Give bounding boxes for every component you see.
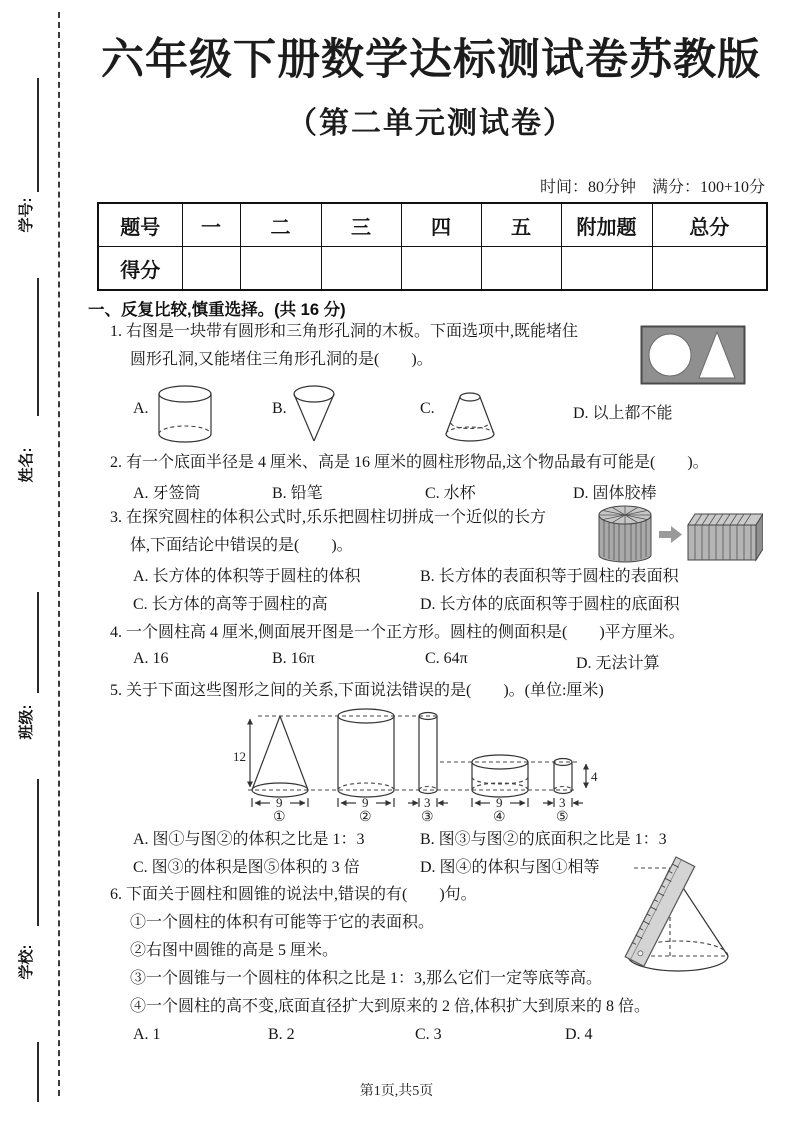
score-table-header: 题号 bbox=[98, 203, 182, 247]
section-1-heading: 一、反复比较,慎重选择。(共 16 分) bbox=[88, 301, 346, 319]
q5-dim-w4: 9 bbox=[496, 795, 503, 810]
q6-statement-1: ①一个圆柱的体积有可能等于它的表面积。 bbox=[130, 914, 435, 931]
q2-option-b: B. 铅笔 bbox=[272, 485, 323, 502]
score-cell bbox=[321, 247, 401, 291]
q5-text: 5. 关于下面这些图形之间的关系,下面说法错误的是( )。(单位:厘米) bbox=[110, 682, 604, 699]
q4-option-a: A. 16 bbox=[133, 650, 169, 667]
q5-dim-w1: 9 bbox=[276, 795, 283, 810]
school-label: 学校: bbox=[18, 944, 35, 980]
q5-dim-w3: 3 bbox=[424, 795, 431, 810]
q2-option-d: D. 固体胶棒 bbox=[573, 485, 657, 502]
score-table-header: 一 bbox=[182, 203, 240, 247]
score-table-score-row bbox=[98, 247, 767, 291]
q6-statement-4: ④一个圆柱的高不变,底面直径扩大到原来的 2 倍,体积扩大到原来的 8 倍。 bbox=[130, 998, 651, 1015]
class-blank-line bbox=[37, 592, 39, 693]
q5-label-2: ② bbox=[359, 810, 372, 822]
school-blank-line bbox=[37, 779, 39, 926]
score-table-header: 四 bbox=[401, 203, 481, 247]
score-table-header: 二 bbox=[240, 203, 321, 247]
q2-option-a: A. 牙签筒 bbox=[133, 485, 201, 502]
cut-dashed-line bbox=[58, 12, 60, 1096]
q6-text: 6. 下面关于圆柱和圆锥的说法中,错误的有( )句。 bbox=[110, 886, 477, 903]
student-id-label: 学号: bbox=[18, 197, 35, 233]
q5-dim-h-small: 4 bbox=[591, 769, 598, 784]
q5-solids-comparison-figure bbox=[228, 702, 628, 822]
ruler bbox=[625, 857, 695, 966]
q5-label-1: ① bbox=[273, 810, 286, 822]
q6-statement-2: ②右图中圆锥的高是 5 厘米。 bbox=[130, 942, 339, 959]
q1-option-a-cylinder-figure bbox=[157, 385, 213, 443]
page-title: 六年级下册数学达标测试卷苏教版 bbox=[101, 37, 761, 84]
q2-text: 2. 有一个底面半径是 4 厘米、高是 16 厘米的圆柱形物品,这个物品最有可能是( )。 bbox=[110, 454, 709, 471]
score-table-header-row bbox=[98, 203, 767, 247]
q2-option-c: C. 水杯 bbox=[425, 485, 476, 502]
time-score-info: 时间：80分钟 满分：100+10分 bbox=[539, 179, 765, 196]
name-blank-line bbox=[37, 278, 39, 416]
q6-cone-ruler-figure bbox=[618, 856, 750, 980]
q6-option-a: A. 1 bbox=[133, 1026, 161, 1043]
score-table-header: 三 bbox=[321, 203, 401, 247]
q4-option-d: D. 无法计算 bbox=[576, 655, 660, 672]
q6-statement-3: ③一个圆锥与一个圆柱的体积之比是 1：3,那么它们一定等底等高。 bbox=[130, 970, 603, 987]
score-cell bbox=[652, 247, 767, 291]
score-cell bbox=[561, 247, 652, 291]
q4-option-c: C. 64π bbox=[425, 650, 468, 667]
q1-option-b-cone-figure bbox=[292, 385, 336, 443]
q3-text-line1: 3. 在探究圆柱的体积公式时,乐乐把圆柱切拼成一个近似的长方 bbox=[110, 509, 547, 526]
score-table-header: 附加题 bbox=[561, 203, 652, 247]
q5-option-a: A. 图①与图②的体积之比是 1：3 bbox=[133, 831, 365, 848]
q1-option-c: C. bbox=[420, 400, 435, 417]
q3-option-b: B. 长方体的表面积等于圆柱的表面积 bbox=[420, 568, 679, 585]
q1-option-a: A. bbox=[133, 400, 149, 417]
arrow-icon bbox=[659, 526, 682, 543]
page-number: 第1页,共5页 bbox=[359, 1084, 434, 1099]
q3-option-a: A. 长方体的体积等于圆柱的体积 bbox=[133, 568, 361, 585]
q5-dim-w5: 3 bbox=[559, 795, 566, 810]
q5-label-4: ④ bbox=[493, 810, 506, 822]
score-cell bbox=[401, 247, 481, 291]
q5-option-b: B. 图③与图②的底面积之比是 1：3 bbox=[420, 831, 667, 848]
q6-option-c: C. 3 bbox=[415, 1026, 442, 1043]
q4-text: 4. 一个圆柱高 4 厘米,侧面展开图是一个正方形。圆柱的侧面积是( )平方厘米。 bbox=[110, 624, 685, 641]
q5-dim-height-cone: 12 bbox=[233, 749, 246, 764]
score-table-header: 五 bbox=[481, 203, 561, 247]
q1-board-figure bbox=[640, 325, 746, 385]
q6-option-d: D. 4 bbox=[565, 1026, 593, 1043]
score-cell bbox=[182, 247, 240, 291]
q4-option-b: B. 16π bbox=[272, 650, 315, 667]
q1-option-d: D. 以上都不能 bbox=[573, 405, 673, 422]
score-table bbox=[97, 202, 768, 291]
name-label: 姓名: bbox=[18, 447, 35, 483]
q6-option-b: B. 2 bbox=[268, 1026, 295, 1043]
score-label-cell: 得分 bbox=[98, 247, 182, 291]
score-cell bbox=[481, 247, 561, 291]
student-id-blank-line bbox=[37, 78, 39, 192]
score-table-header: 总分 bbox=[652, 203, 767, 247]
q5-label-3: ③ bbox=[421, 810, 434, 822]
q1-text-line2: 圆形孔洞,又能堵住三角形孔洞的是( )。 bbox=[130, 351, 433, 368]
q3-text-line2: 体,下面结论中错误的是( )。 bbox=[130, 537, 353, 554]
class-label: 班级: bbox=[18, 704, 35, 740]
circle-hole bbox=[649, 334, 691, 376]
q3-cylinder-to-box-figure bbox=[597, 503, 763, 567]
q3-option-c: C. 长方体的高等于圆柱的高 bbox=[133, 596, 328, 613]
page-subtitle: （第二单元测试卷） bbox=[287, 107, 575, 140]
q5-label-5: ⑤ bbox=[556, 810, 569, 822]
q1-option-c-frustum-figure bbox=[443, 390, 497, 442]
q5-option-d: D. 图④的体积与图①相等 bbox=[420, 859, 600, 876]
q1-option-b: B. bbox=[272, 400, 287, 417]
q3-option-d: D. 长方体的底面积等于圆柱的底面积 bbox=[420, 596, 680, 613]
q5-option-c: C. 图③的体积是图⑤体积的 3 倍 bbox=[133, 859, 360, 876]
q1-text-line1: 1. 右图是一块带有圆形和三角形孔洞的木板。下面选项中,既能堵住 bbox=[110, 323, 579, 340]
q5-dim-w2: 9 bbox=[362, 795, 369, 810]
score-cell bbox=[240, 247, 321, 291]
